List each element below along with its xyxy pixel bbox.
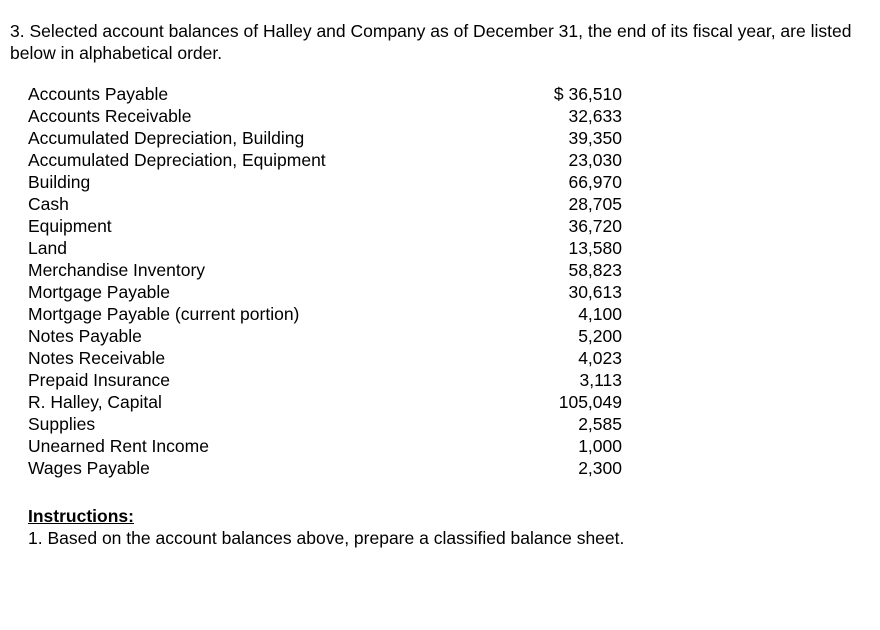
account-row [28,215,628,237]
account-name: Building [28,172,91,192]
account-name: Cash [28,194,69,214]
account-row [28,413,628,435]
account-value: $ 36,510 [553,84,622,104]
account-name: Accounts Payable [28,84,169,104]
account-value: 5,200 [578,326,622,346]
account-value: 39,350 [568,128,622,148]
account-row [28,325,628,347]
account-name: Mortgage Payable [28,282,171,302]
account-row [28,303,628,325]
account-name: Unearned Rent Income [28,436,209,456]
account-name: Notes Receivable [28,348,166,368]
account-row [28,281,628,303]
account-name: Accounts Receivable [28,106,192,126]
account-row [28,127,628,149]
account-name: Supplies [28,414,96,434]
account-name: R. Halley, Capital [28,392,162,412]
instructions-heading: Instructions: [28,506,134,526]
account-value: 66,970 [568,172,622,192]
account-name: Accumulated Depreciation, Equipment [28,150,326,170]
account-value: 105,049 [558,392,622,412]
account-row [28,369,628,391]
account-value: 1,000 [578,436,622,456]
account-row [28,105,628,127]
account-value: 4,023 [578,348,622,368]
account-balance-list [28,83,628,479]
instruction-item: 1. Based on the account balances above, prepare a classified balance sheet. [28,528,625,548]
account-row [28,193,628,215]
account-row [28,83,628,105]
account-row [28,435,628,457]
account-row [28,259,628,281]
question-text: 3. Selected account balances of Halley and Company as of December 31, the end of its fiscal year, are listed below in alphabetical order. [10,21,852,63]
account-value: 13,580 [568,238,622,258]
account-name: Prepaid Insurance [28,370,171,390]
account-row [28,237,628,259]
account-value: 30,613 [568,282,622,302]
account-value: 58,823 [568,260,622,280]
account-name: Equipment [28,216,112,236]
account-name: Merchandise Inventory [28,260,206,280]
account-name: Mortgage Payable (current portion) [28,304,300,324]
account-name: Land [28,238,67,258]
account-value: 23,030 [568,150,622,170]
account-value: 2,585 [578,414,622,434]
account-name: Notes Payable [28,326,142,346]
account-value: 2,300 [578,458,622,478]
account-row [28,347,628,369]
account-value: 3,113 [579,370,622,390]
account-value: 4,100 [578,304,622,324]
account-value: 28,705 [568,194,622,214]
instructions-section [28,505,868,549]
account-row [28,171,628,193]
account-row [28,457,628,479]
account-row [28,149,628,171]
account-name: Accumulated Depreciation, Building [28,128,305,148]
account-name: Wages Payable [28,458,150,478]
account-value: 32,633 [568,106,622,126]
account-row [28,391,628,413]
account-value: 36,720 [568,216,622,236]
